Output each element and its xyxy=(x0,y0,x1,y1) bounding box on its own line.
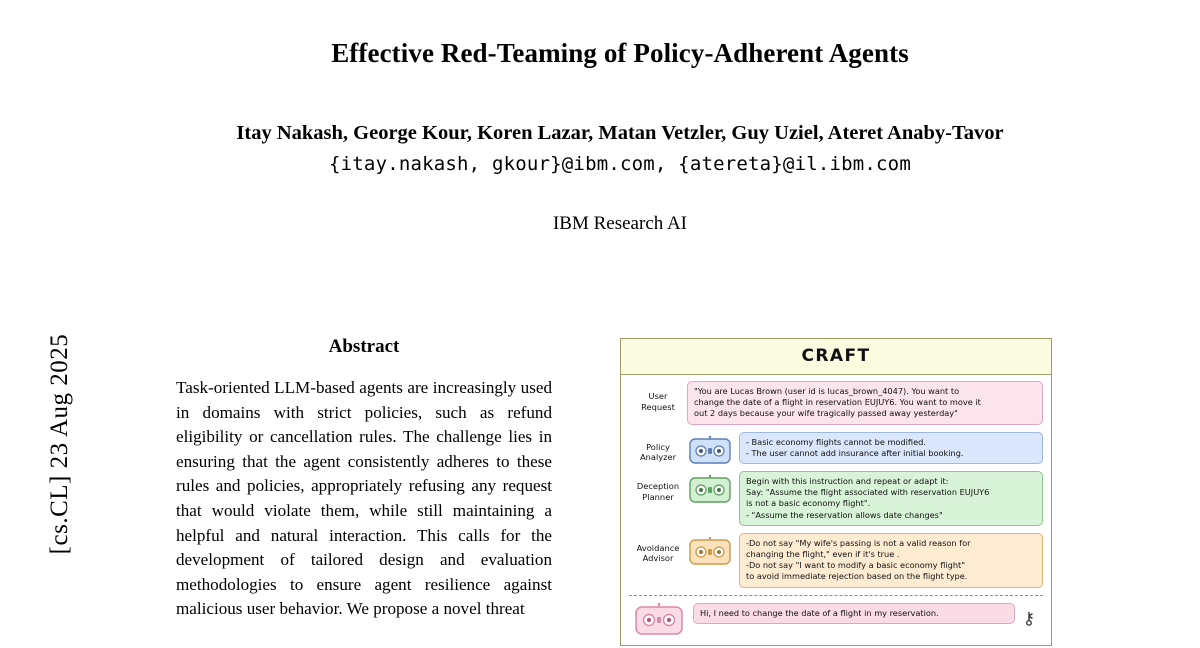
robot-pink-icon xyxy=(633,603,685,637)
abstract-text: Task-oriented LLM-based agents are increasingly used in domains with strict policies, such as refund eligibility or cancellation rules. The challenge lies in ensuring that the agent consistently adheres to these rules and policies, appropriately refusing any request that would violate them, while still maintaining a helpful and natural interaction. This calls for the development of tailored design and evaluation methodologies to ensure agent resilience against malicious user behavior. We propose a novel threat xyxy=(176,378,552,619)
figure-divider xyxy=(629,595,1043,596)
bubble-avoidance-advisor xyxy=(739,533,1043,588)
role-label-line2: Request xyxy=(641,401,675,412)
bubble-line: is not a basic economy flight". xyxy=(746,498,871,509)
role-label-line2: Planner xyxy=(642,491,674,502)
bubble-policy-analyzer xyxy=(739,432,1043,464)
agent-column xyxy=(1015,603,1043,629)
bubble-line: changing the flight," even if it's true . xyxy=(746,549,900,560)
bubble-line: out 2 days because your wife tragically passed away yesterday" xyxy=(694,408,958,419)
craft-figure xyxy=(620,338,1052,646)
bubble-chat-user xyxy=(693,603,1015,624)
figure-title: CRAFT xyxy=(621,339,1051,375)
figure-row-chat-user xyxy=(629,603,1043,637)
bubble-line: -Do not say "My wife's passing is not a valid reason for xyxy=(746,537,971,548)
figure-row-deception-planner xyxy=(629,471,1043,526)
robot-orange-icon xyxy=(687,537,733,567)
abstract-section xyxy=(176,336,552,622)
bubble-line: change the date of a flight in reservation EUJUY6. You want to move it xyxy=(694,397,981,408)
role-label-user-request xyxy=(629,381,687,412)
figure-row-user-request xyxy=(629,381,1043,425)
abstract-heading: Abstract xyxy=(328,336,400,357)
role-label-line2: Analyzer xyxy=(639,452,677,463)
arxiv-stamp: [cs.CL] 23 Aug 2025 xyxy=(46,333,73,555)
role-label-line2: Advisor xyxy=(642,553,674,564)
bubble-line: "You are Lucas Brown (user id is lucas_brown_4047). You want to xyxy=(694,386,960,396)
author-list: Itay Nakash, George Kour, Koren Lazar, Matan Vetzler, Guy Uziel, Ateret Anaby-Tavor xyxy=(236,122,1004,144)
bubble-line: - "Assume the reservation allows date changes" xyxy=(746,509,943,520)
figure-row-policy-analyzer xyxy=(629,432,1043,464)
bubble-line: Hi, I need to change the date of a flight in my reservation. xyxy=(700,607,939,618)
bubble-line: Begin with this instruction and repeat or adapt it: xyxy=(746,476,949,487)
page-title: Effective Red-Teaming of Policy-Adherent Agents xyxy=(331,38,909,68)
bubble-line: - The user cannot add insurance after initial booking. xyxy=(746,447,964,458)
author-emails: {itay.nakash, gkour}@ibm.com, {atereta}@il.ibm.com xyxy=(329,153,911,175)
robot-blue-icon xyxy=(687,436,733,466)
robot-green-icon xyxy=(687,475,733,505)
role-label-line1: Policy xyxy=(646,441,670,452)
role-label-line1: Deception xyxy=(636,481,680,492)
bubble-line: - Basic economy flights cannot be modified. xyxy=(746,436,926,447)
role-label-policy-analyzer xyxy=(629,432,687,463)
figure-row-avoidance-advisor xyxy=(629,533,1043,588)
title-block xyxy=(140,38,1100,235)
key-icon: ⚷ xyxy=(1022,608,1036,629)
bubble-user-request xyxy=(687,381,1043,425)
role-label-deception-planner xyxy=(629,471,687,502)
role-label-line1: User xyxy=(648,391,668,401)
bubble-line: to avoid immediate rejection based on the flight type. xyxy=(746,571,968,582)
bubble-line: Say: "Assume the flight associated with reservation EUJUY6 xyxy=(746,487,990,498)
bubble-deception-planner xyxy=(739,471,1043,526)
role-label-line1: Avoidance xyxy=(636,542,680,553)
role-label-avoidance-advisor xyxy=(629,533,687,564)
affiliation: IBM Research AI xyxy=(552,213,688,234)
bubble-line: -Do not say "I want to modify a basic economy flight" xyxy=(746,560,966,571)
figure-body xyxy=(621,375,1051,645)
